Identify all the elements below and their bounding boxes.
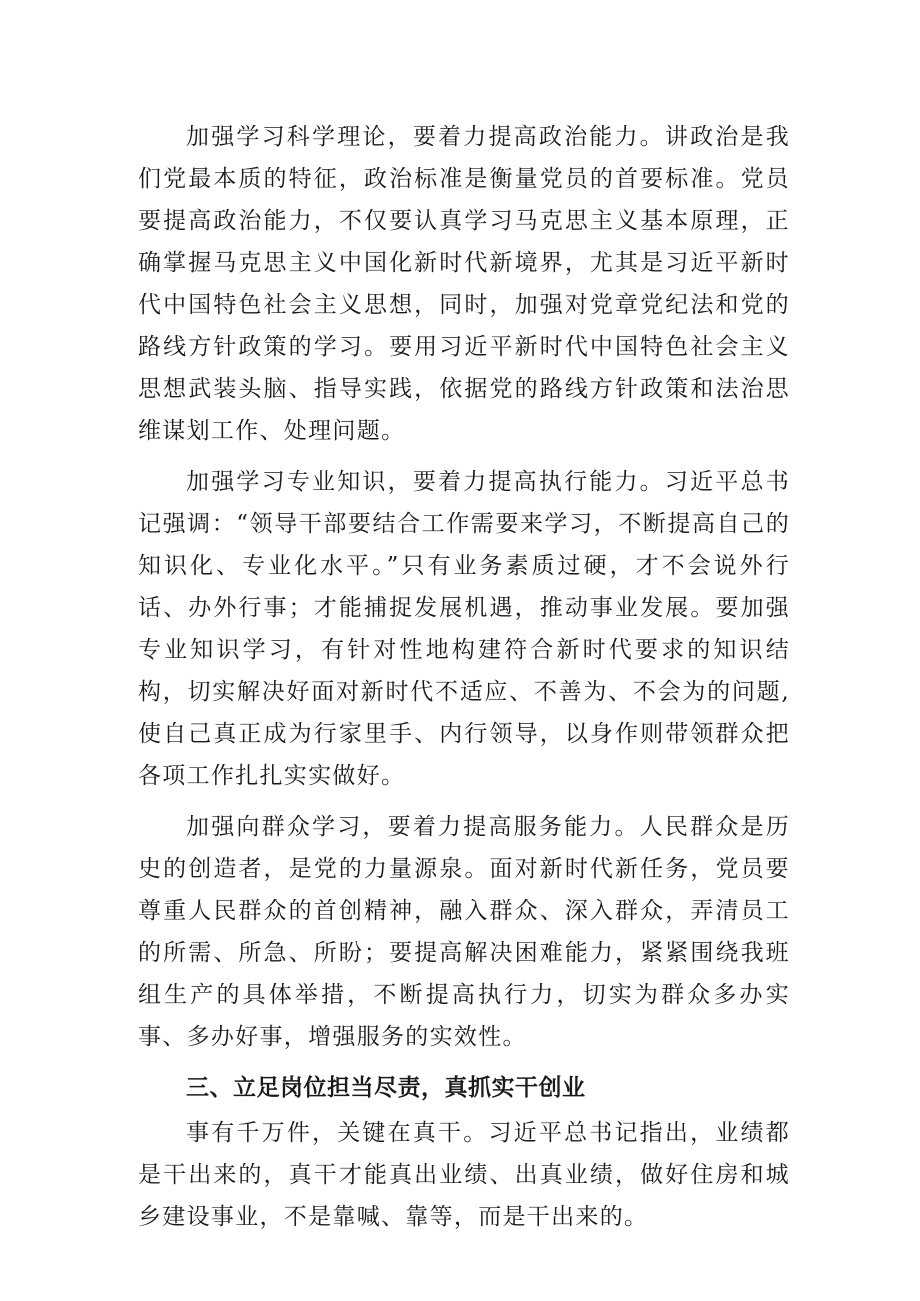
paragraph-professional-knowledge: 加强学习专业知识，要着力提高执行能力。习近平总书记强调：“领导干部要结合工作需要来学习，不断提高自己的知识化、专业化水平。”只有业务素质过硬，才不会说外行话、办外行事；才能捕捉发展机遇，推动事业发展。要加强专业知识学习，有针对性地构建符合新时代要求的知识结构，切实解决好面对新时代不适应、不善为、不会为的问题,使自己真正成为行家里手、内行领导，以身作则带领群众把各项工作扎扎实实做好。 — [138, 469, 790, 789]
paragraph-closing: 事有千万件，关键在真干。习近平总书记指出，业绩都是干出来的，真干才能真出业绩、出真业绩，做好住房和城乡建设事业，不是靠喊、靠等，而是干出来的。 — [138, 1120, 790, 1230]
paragraph-study-theory: 加强学习科学理论，要着力提高政治能力。讲政治是我们党最本质的特征，政治标准是衡量党员的首要标准。党员要提高政治能力，不仅要认真学习马克思主义基本原理，正确掌握马克思主义中国化新时代新境界，尤其是习近平新时代中国特色社会主义思想，同时，加强对党章党纪法和党的路线方针政策的学习。要用习近平新时代中国特色社会主义思想武装头脑、指导实践，依据党的路线方针政策和法治思维谋划工作、处理问题。 — [138, 124, 790, 444]
paragraph-learn-from-masses: 加强向群众学习，要着力提高服务能力。人民群众是历史的创造者，是党的力量源泉。面对新时代新任务，党员要尊重人民群众的首创精神，融入群众、深入群众，弄清员工的所需、所急、所盼；要提高解决困难能力，紧紧围绕我班组生产的具体举措，不断提高执行力，切实为群众多办实事、多办好事，增强服务的实效性。 — [138, 814, 790, 1050]
document-body — [138, 116, 790, 1247]
section-heading: 三、立足岗位担当尽责，真抓实干创业 — [186, 1075, 586, 1101]
